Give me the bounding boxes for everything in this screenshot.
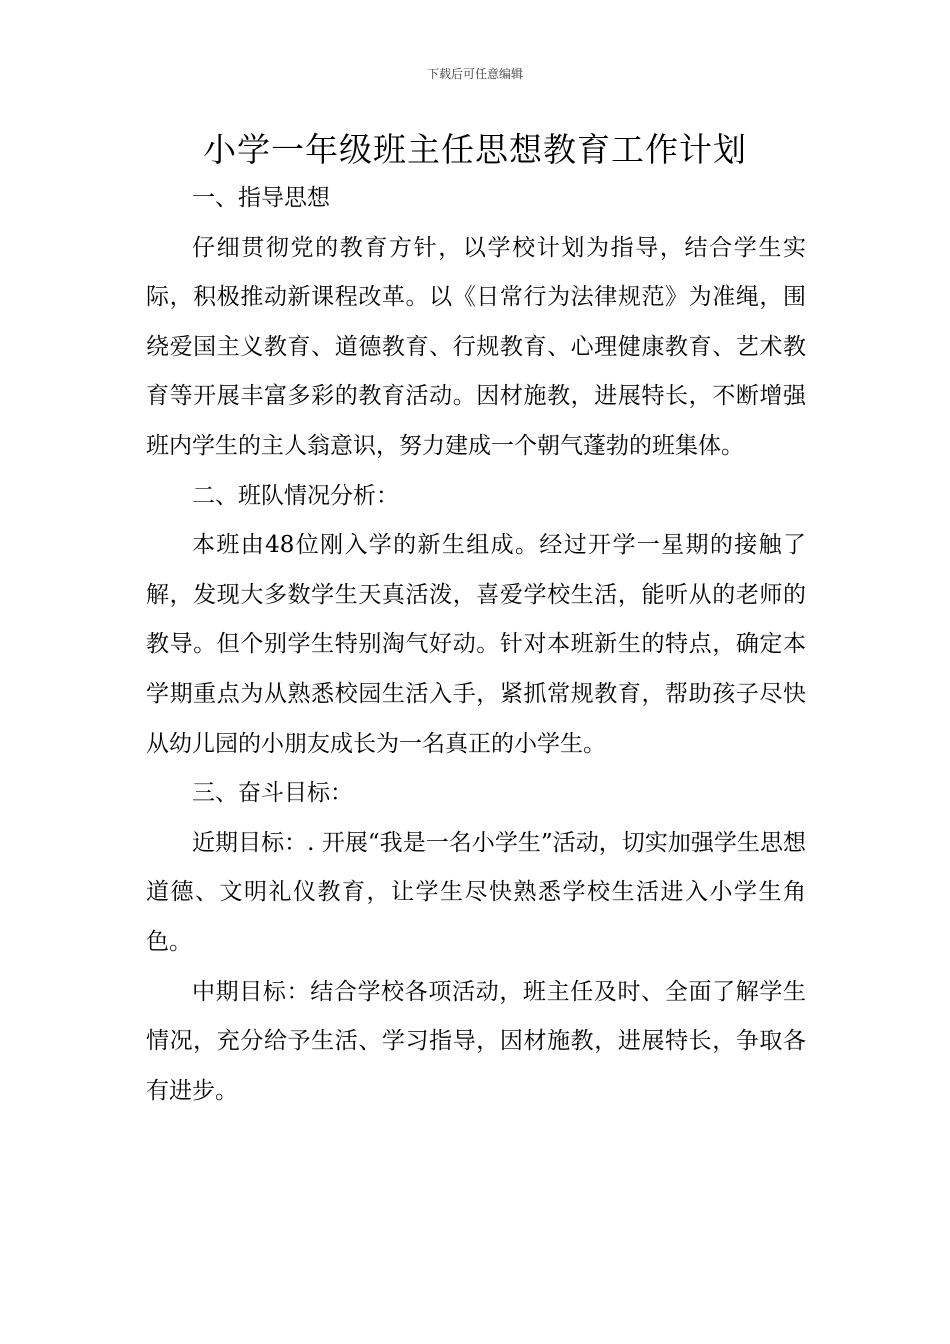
document-body (146, 174, 806, 1116)
paragraph-guiding-ideology: 仔细贯彻党的教育方针，以学校计划为指导，结合学生实际，积极推动新课程改革。以《日常行为法律规范》为准绳，围绕爱国主义教育、道德教育、行规教育、心理健康教育、艺术教育等开展丰富多彩的教育活动。因材施教，进展特长，不断增强班内学生的主人翁意识，努力建成一个朝气蓬勃的班集体。 (146, 234, 806, 459)
paragraph-class-analysis: 本班由48位刚入学的新生组成。经过开学一星期的接触了解，发现大多数学生天真活泼，喜爱学校生活，能听从的老师的教导。但个别学生特别淘气好动。针对本班新生的特点，确定本学期重点为从熟悉校园生活入手，紧抓常规教育，帮助孩子尽快从幼儿园的小朋友成长为一名真正的小学生。 (146, 532, 806, 757)
page-header-note: 下载后可任意编辑 (426, 67, 523, 81)
paragraph-short-term-goal: 近期目标：. 开展“我是一名小学生”活动，切实加强学生思想道德、文明礼仪教育，让学生尽快熟悉学校生活进入小学生角色。 (146, 829, 806, 955)
section-heading-guiding-ideology: 一、指导思想 (192, 185, 330, 211)
section-heading-goals: 三、奋斗目标： (192, 780, 353, 807)
document-title: 小学一年级班主任思想教育工作计划 (203, 130, 747, 169)
section-heading-class-analysis: 二、班队情况分析： (192, 482, 399, 509)
paragraph-mid-term-goal: 中期目标：结合学校各项活动，班主任及时、全面了解学生情况，充分给予生活、学习指导，因材施教，进展特长，争取各有进步。 (146, 978, 806, 1104)
